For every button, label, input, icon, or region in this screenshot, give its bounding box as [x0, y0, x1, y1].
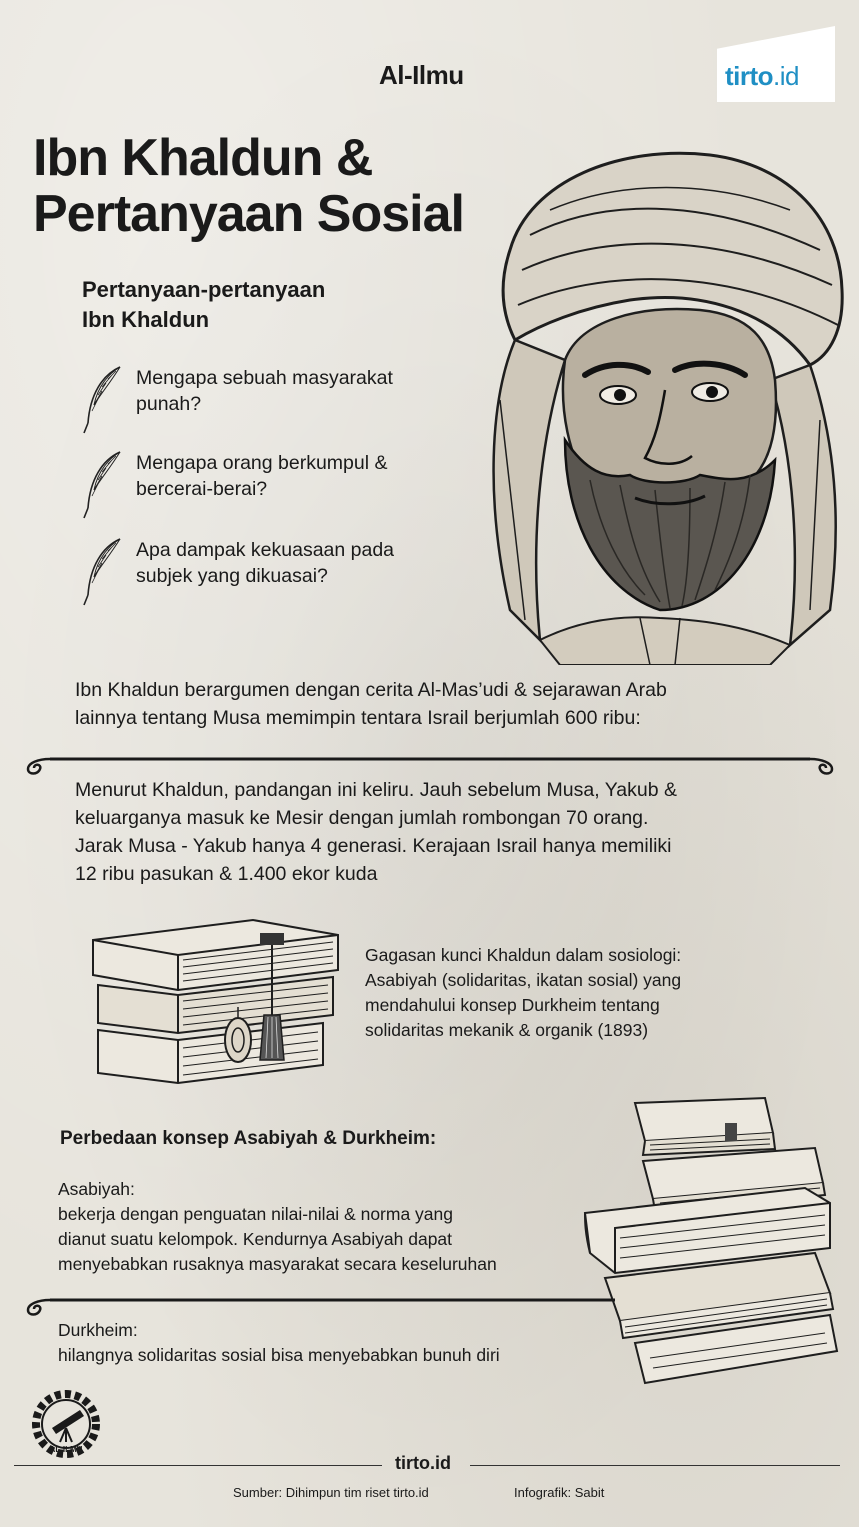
ornamental-divider	[20, 1290, 615, 1320]
asabiyah-block	[58, 1177, 618, 1277]
questions-heading-line-2: Ibn Khaldun	[82, 307, 210, 332]
al-ilmu-emblem-icon	[30, 1388, 102, 1460]
ibn-khaldun-portrait	[470, 140, 850, 665]
key-idea-line-3: mendahului konsep Durkheim tentang	[365, 995, 660, 1015]
asabiyah-label: Asabiyah:	[58, 1179, 135, 1199]
question-line-1: Mengapa orang berkumpul &	[136, 452, 388, 474]
feather-icon	[80, 365, 124, 435]
section-tag: Al-Ilmu	[379, 60, 464, 90]
page-title	[33, 130, 513, 242]
question-line-1: Mengapa sebuah masyarakat	[136, 367, 393, 389]
footer-divider	[14, 1465, 382, 1466]
books-stack-illustration	[88, 915, 343, 1090]
question-line-2: subjek yang dikuasai?	[136, 565, 328, 587]
footer-brand[interactable]: tirto.id	[395, 1453, 451, 1473]
tirto-logo[interactable]	[725, 61, 799, 92]
ornamental-divider	[20, 747, 840, 777]
question-line-1: Apa dampak kekuasaan pada	[136, 539, 395, 561]
asabiyah-line-3: menyebabkan rusaknya masyarakat secara keseluruhan	[58, 1254, 497, 1274]
khaldun-view-line-3: Jarak Musa - Yakub hanya 4 generasi. Kerajaan Israil hanya memiliki	[75, 835, 672, 857]
khaldun-view-line-1: Menurut Khaldun, pandangan ini keliru. Jauh sebelum Musa, Yakub &	[75, 779, 677, 801]
argument-text	[75, 676, 795, 732]
footer-source: Sumber: Dihimpun tim riset tirto.id	[233, 1485, 429, 1500]
question-line-2: punah?	[136, 393, 202, 415]
footer-divider	[470, 1465, 840, 1466]
durkheim-label: Durkheim:	[58, 1320, 138, 1340]
durkheim-block	[58, 1318, 618, 1368]
khaldun-view-line-2: keluarganya masuk ke Mesir dengan jumlah rombongan 70 orang.	[75, 807, 649, 829]
argument-line-1: Ibn Khaldun berargumen dengan cerita Al-Mas’udi & sejarawan Arab	[75, 679, 667, 701]
feather-icon	[80, 537, 124, 607]
durkheim-line-1: hilangnya solidaritas sosial bisa menyebabkan bunuh diri	[58, 1345, 500, 1365]
footer-credit: Infografik: Sabit	[514, 1485, 605, 1500]
title-line-2: Pertanyaan Sosial	[33, 185, 464, 243]
question-item	[80, 450, 420, 520]
feather-icon	[80, 450, 124, 520]
khaldun-view-line-4: 12 ribu pasukan & 1.400 ekor kuda	[75, 863, 378, 885]
question-item	[80, 365, 420, 435]
asabiyah-line-2: dianut suatu kelompok. Kendurnya Asabiyah dapat	[58, 1229, 453, 1249]
title-line-1: Ibn Khaldun &	[33, 129, 373, 187]
questions-heading-line-1: Pertanyaan-pertanyaan	[82, 277, 326, 302]
key-idea-text	[365, 943, 785, 1043]
argument-line-2: lainnya tentang Musa memimpin tentara Israil berjumlah 600 ribu:	[75, 707, 641, 729]
asabiyah-line-1: bekerja dengan penguatan nilai-nilai & norma yang	[58, 1204, 453, 1224]
logo-suffix: .id	[773, 61, 800, 91]
question-line-2: bercerai-berai?	[136, 478, 268, 500]
khaldun-view-text	[75, 776, 815, 888]
key-idea-line-1: Gagasan kunci Khaldun dalam sosiologi:	[365, 945, 682, 965]
logo-brand: tirto	[725, 61, 774, 91]
differences-heading: Perbedaan konsep Asabiyah & Durkheim:	[60, 1128, 437, 1149]
key-idea-line-2: Asabiyah (solidaritas, ikatan sosial) yang	[365, 970, 682, 990]
questions-heading	[82, 275, 402, 335]
question-item	[80, 537, 420, 607]
key-idea-line-4: solidaritas mekanik & organik (1893)	[365, 1020, 649, 1040]
emblem-text: AL-ILMU	[49, 1445, 83, 1454]
